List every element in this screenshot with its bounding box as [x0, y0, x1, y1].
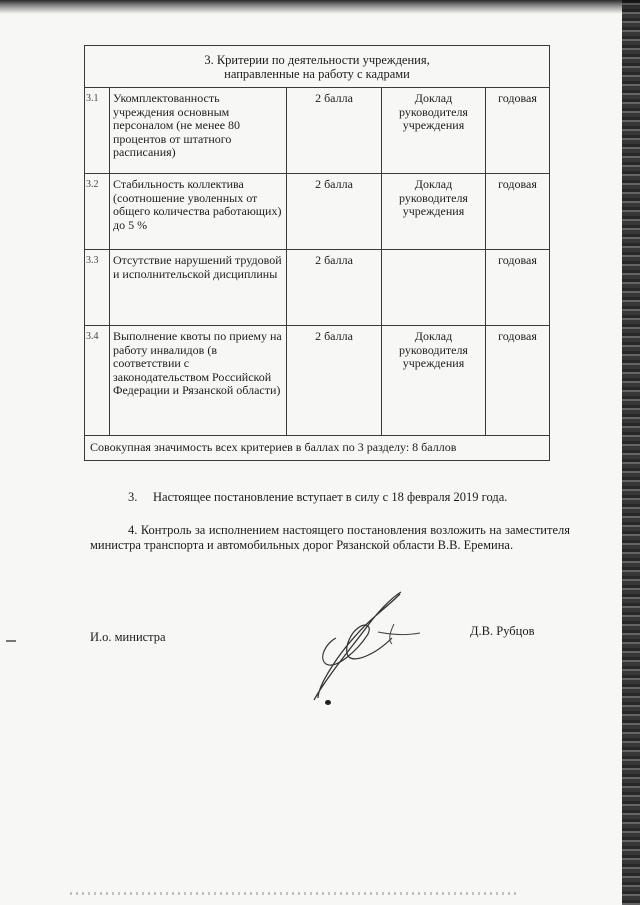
row-points: 2 балла [287, 88, 382, 174]
paragraph-4 [90, 523, 570, 553]
row-criterion: Стабильность коллектива (соотношение уволенных от общего количества работающих) до 5 % [110, 174, 287, 250]
signatory-name: Д.В. Рубцов [470, 624, 535, 638]
paragraph-4-text: 4. Контроль за исполнением настоящего постановления возложить на заместителя министра транспорта и автомобильных дорог Рязанской области В.В. Еремина. [90, 523, 570, 552]
row-criterion: Отсутствие нарушений трудовой и исполнительской дисциплины [110, 250, 287, 326]
row-number: 3.4 [85, 326, 110, 436]
table-row [85, 174, 550, 250]
scan-top-edge [0, 0, 640, 14]
handwritten-signature [296, 588, 426, 706]
scan-bottom-noise [70, 892, 520, 895]
criteria-table [84, 45, 550, 461]
row-period: годовая [486, 326, 550, 436]
table-row [85, 250, 550, 326]
row-points: 2 балла [287, 326, 382, 436]
paragraph-3-number: 3. [128, 490, 138, 504]
signatory-role: И.о. министра [90, 630, 166, 644]
row-source: Доклад руководителя учреждения [382, 174, 486, 250]
section-header-row [85, 46, 550, 88]
row-number: 3.3 [85, 250, 110, 326]
row-criterion: Укомплектованность учреждения основным персоналом (не менее 80 процентов от штатного расписания) [110, 88, 287, 174]
row-period: годовая [486, 174, 550, 250]
row-points: 2 балла [287, 174, 382, 250]
row-source: Доклад руководителя учреждения [382, 88, 486, 174]
row-period: годовая [486, 250, 550, 326]
scan-left-mark [6, 640, 16, 642]
row-number: 3.2 [85, 174, 110, 250]
total-row [85, 436, 550, 461]
row-points: 2 балла [287, 250, 382, 326]
ink-dot [325, 700, 331, 705]
paragraph-3-text: Настоящее постановление вступает в силу с 18 февраля 2019 года. [153, 490, 508, 504]
scan-right-edge [622, 0, 640, 905]
row-period: годовая [486, 88, 550, 174]
paragraph-3 [90, 490, 570, 505]
row-number: 3.1 [85, 88, 110, 174]
row-criterion: Выполнение квоты по приему на работу инвалидов (в соответствии с законодательством Российской Федерации и Рязанской области) [110, 326, 287, 436]
section-title-line2: направленные на работу с кадрами [224, 66, 410, 81]
table-row [85, 326, 550, 436]
section-title [85, 46, 550, 88]
total-text: Совокупная значимость всех критериев в баллах по 3 разделу: 8 баллов [85, 436, 550, 461]
row-source [382, 250, 486, 326]
section-title-line1: 3. Критерии по деятельности учреждения, [204, 53, 430, 67]
row-source: Доклад руководителя учреждения [382, 326, 486, 436]
table-row [85, 88, 550, 174]
